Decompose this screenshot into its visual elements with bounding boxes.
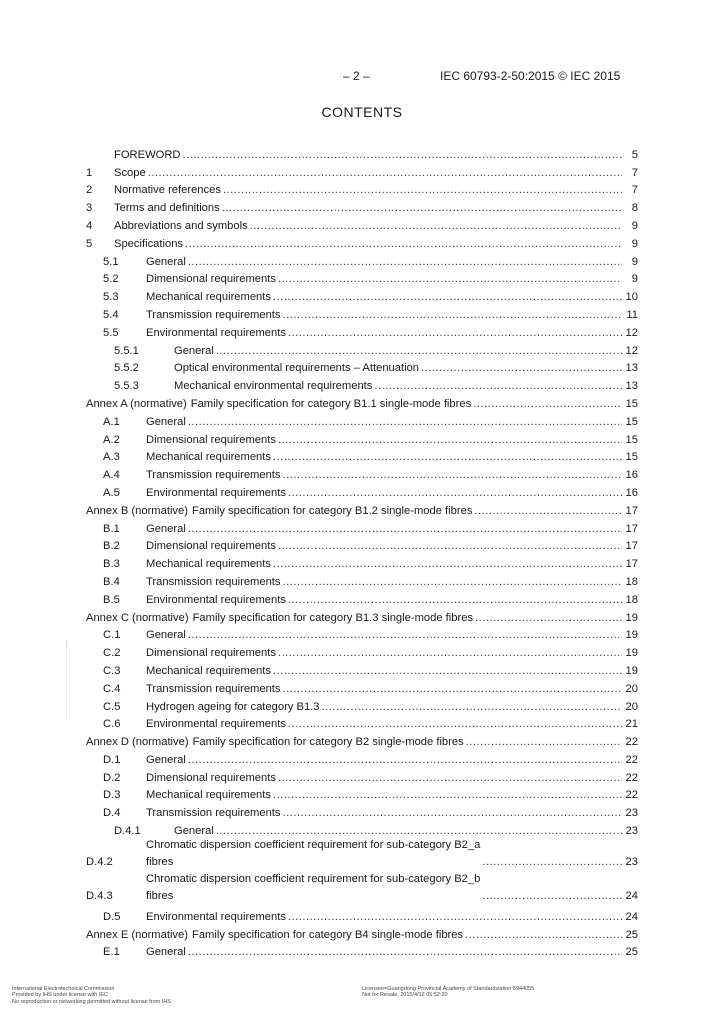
dot-leader xyxy=(273,789,622,802)
toc-entry-page: 24 xyxy=(625,910,638,923)
footer-line: Not for Resale, 2015/4/12 05:52:20 xyxy=(362,992,448,999)
toc-entry-title: Dimensional requirements xyxy=(146,433,276,446)
toc-entry[interactable] xyxy=(86,553,638,571)
dot-leader xyxy=(148,167,622,180)
toc-entry[interactable] xyxy=(86,589,638,607)
toc-entry-title: Environmental requirements xyxy=(146,486,286,499)
toc-entry-page: 10 xyxy=(625,291,638,304)
toc-entry-number: 5.5.3 xyxy=(114,380,139,393)
toc-entry-page: 20 xyxy=(625,700,638,713)
toc-entry-title: General xyxy=(146,753,186,766)
toc-entry[interactable] xyxy=(86,872,638,906)
toc-entry[interactable] xyxy=(86,500,638,518)
toc-entry-number: A.2 xyxy=(103,433,120,446)
toc-entry[interactable] xyxy=(86,820,638,838)
toc-entry-title: Dimensional requirements xyxy=(146,771,276,784)
toc-entry-title: Transmission requirements xyxy=(146,469,281,482)
toc-entry-number: E.1 xyxy=(103,946,120,959)
toc-entry-number: C.5 xyxy=(103,700,121,713)
toc-entry-number: 5.4 xyxy=(103,308,119,321)
toc-entry-number: D.4.3 xyxy=(86,890,113,903)
toc-entry-page: 13 xyxy=(625,380,638,393)
toc-entry-title: General xyxy=(146,415,186,428)
dot-leader xyxy=(188,416,622,429)
toc-entry-title-continued: fibres xyxy=(146,856,174,869)
toc-entry[interactable] xyxy=(86,340,638,358)
toc-entry-number: D.4 xyxy=(103,807,121,820)
toc-entry[interactable] xyxy=(86,162,638,180)
dot-leader xyxy=(222,202,622,215)
standard-identifier: IEC 60793-2-50:2015 © IEC 2015 xyxy=(440,69,621,83)
toc-entry-page: 22 xyxy=(625,771,638,784)
toc-entry-page: 13 xyxy=(625,362,638,375)
toc-entry-title: Mechanical environmental requirements xyxy=(174,380,373,393)
toc-entry-title: Environmental requirements xyxy=(146,718,286,731)
toc-entry-number: 4 xyxy=(86,219,93,232)
toc-entry-page: 15 xyxy=(625,415,638,428)
toc-entry-page: 22 xyxy=(625,753,638,766)
toc-entry-number: B.4 xyxy=(103,575,120,588)
toc-entry[interactable] xyxy=(86,393,638,411)
toc-entry[interactable] xyxy=(86,197,638,215)
margin-mark xyxy=(66,640,71,720)
toc-entry-page: 7 xyxy=(631,166,638,179)
toc-entry-title: Normative references xyxy=(114,184,221,197)
toc-entry[interactable] xyxy=(86,447,638,465)
toc-entry-page: 17 xyxy=(625,522,638,535)
toc-entry-number: D.3 xyxy=(103,789,121,802)
toc-entry-page: 9 xyxy=(631,219,638,232)
toc-entry[interactable] xyxy=(86,678,638,696)
dot-leader xyxy=(188,629,622,642)
toc-entry-number: D.5 xyxy=(103,910,121,923)
dot-leader xyxy=(288,594,622,607)
dot-leader xyxy=(288,911,622,924)
toc-entry[interactable] xyxy=(86,571,638,589)
dot-leader xyxy=(473,398,622,411)
toc-entry-title: Environmental requirements xyxy=(146,593,286,606)
toc-entry-number: 5.5.2 xyxy=(114,362,139,375)
toc-entry-title: Chromatic dispersion coefficient requirement for sub-category B2_a xyxy=(146,839,481,852)
toc-entry[interactable] xyxy=(86,233,638,251)
toc-entry-number: 5.5 xyxy=(103,326,119,339)
footer-line: Licensee=Guangdong Provincial Academy of Standardization 5944055 xyxy=(362,986,535,992)
toc-entry[interactable] xyxy=(86,942,638,960)
toc-entry-page: 19 xyxy=(625,647,638,660)
toc-entry-title: Dimensional requirements xyxy=(146,273,276,286)
toc-entry-page: 20 xyxy=(625,682,638,695)
toc-entry-page: 18 xyxy=(625,593,638,606)
toc-entry-title: Mechanical requirements xyxy=(146,664,271,677)
toc-entry-page: 9 xyxy=(631,255,638,268)
toc-entry-title: Dimensional requirements xyxy=(146,647,276,660)
dot-leader xyxy=(216,345,622,358)
toc-entry-title: Transmission requirements xyxy=(146,682,281,695)
dot-leader xyxy=(250,220,622,233)
toc-entry[interactable] xyxy=(86,767,638,785)
dot-leader xyxy=(283,469,622,482)
dot-leader xyxy=(188,754,622,767)
dot-leader xyxy=(374,380,622,393)
toc-entry[interactable] xyxy=(86,642,638,660)
footer-line: International Electrotechnical Commission xyxy=(12,986,115,992)
dot-leader xyxy=(283,683,622,696)
toc-entry-title: Mechanical requirements xyxy=(146,789,271,802)
dot-leader xyxy=(185,238,622,251)
toc-entry-number: Annex A (normative) xyxy=(86,397,187,410)
toc-entry[interactable] xyxy=(86,660,638,678)
dot-leader xyxy=(278,647,622,660)
toc-entry-number: 2 xyxy=(86,184,93,197)
dot-leader xyxy=(466,736,622,749)
toc-entry-number: B.2 xyxy=(103,540,120,553)
toc-entry-title: Transmission requirements xyxy=(146,575,281,588)
toc-entry-number: C.4 xyxy=(103,682,121,695)
toc-entry-page: 16 xyxy=(625,469,638,482)
dot-leader xyxy=(273,665,622,678)
dot-leader xyxy=(482,890,622,903)
toc-entry-page: 22 xyxy=(625,789,638,802)
toc-entry-title: FOREWORD xyxy=(114,148,181,161)
dot-leader xyxy=(283,309,622,322)
footer-line: Provided by IHS under license with IEC xyxy=(12,992,108,999)
dot-leader xyxy=(188,256,622,269)
page-header xyxy=(0,66,724,86)
toc-entry-page: 7 xyxy=(631,184,638,197)
toc-entry-title-continued: fibres xyxy=(146,890,174,903)
toc-entry-title: Hydrogen ageing for category B1.3 xyxy=(146,700,320,713)
toc-entry[interactable] xyxy=(86,536,638,554)
toc-entry-title: General xyxy=(174,825,214,838)
toc-entry-title: General xyxy=(146,946,186,959)
toc-entry-number: Annex B (normative) xyxy=(86,504,188,517)
toc-entry-page: 15 xyxy=(625,397,638,410)
toc-entry[interactable] xyxy=(86,785,638,803)
toc-entry-number: D.2 xyxy=(103,771,121,784)
toc-entry-page: 25 xyxy=(625,928,638,941)
toc-entry-title: Mechanical requirements xyxy=(146,291,271,304)
toc-entry-title: General xyxy=(146,629,186,642)
toc-entry-number: A.3 xyxy=(103,451,120,464)
toc-entry-title: Environmental requirements xyxy=(146,910,286,923)
toc-entry-title: Mechanical requirements xyxy=(146,451,271,464)
toc-entry[interactable] xyxy=(86,802,638,820)
toc-entry-number: 5 xyxy=(86,237,93,250)
toc-entry-number: A.5 xyxy=(103,486,120,499)
footer-left xyxy=(12,986,171,1005)
toc-entry-number: C.1 xyxy=(103,629,121,642)
dot-leader xyxy=(322,701,622,714)
dot-leader xyxy=(273,558,622,571)
toc-entry-page: 19 xyxy=(625,629,638,642)
toc-entry-page: 12 xyxy=(625,326,638,339)
toc-entry-number: 5.3 xyxy=(103,291,119,304)
toc-entry[interactable] xyxy=(86,322,638,340)
toc-entry-number: Annex D (normative) xyxy=(86,736,189,749)
toc-entry-number: C.2 xyxy=(103,647,121,660)
toc-entry-page: 22 xyxy=(625,736,638,749)
toc-entry-number: 3 xyxy=(86,202,93,215)
toc-entry[interactable] xyxy=(86,304,638,322)
toc-entry[interactable] xyxy=(86,518,638,536)
toc-entry-number: 5.5.1 xyxy=(114,344,139,357)
toc-entry-page: 9 xyxy=(631,237,638,250)
toc-entry-title: Environmental requirements xyxy=(146,326,286,339)
toc-entry-page: 17 xyxy=(625,540,638,553)
dot-leader xyxy=(188,523,622,536)
dot-leader xyxy=(278,540,622,553)
toc-entry-title: Family specification for category B1.3 single-mode fibres xyxy=(192,611,474,624)
toc-entry-number: Annex E (normative) xyxy=(86,928,188,941)
toc-entry[interactable] xyxy=(86,180,638,198)
dot-leader xyxy=(465,929,622,942)
dot-leader xyxy=(283,807,622,820)
toc-entry-page: 12 xyxy=(625,344,638,357)
toc-entry-number: D.1 xyxy=(103,753,121,766)
toc-entry-title: Optical environmental requirements – Attenuation xyxy=(174,362,420,375)
toc-entry-title: Mechanical requirements xyxy=(146,558,271,571)
toc-entry-title: Abbreviations and symbols xyxy=(114,219,248,232)
toc-entry-page: 23 xyxy=(625,807,638,820)
toc-entry-title: Family specification for category B1.2 single-mode fibres xyxy=(191,504,473,517)
footer-line: No reproduction or networking permitted without license from IHS xyxy=(12,998,171,1005)
dot-leader xyxy=(183,149,623,162)
toc-entry-page: 24 xyxy=(625,890,638,903)
toc-entry-title: Family specification for category B2 single-mode fibres xyxy=(192,736,464,749)
toc-entry[interactable] xyxy=(86,144,638,162)
toc-entry[interactable] xyxy=(86,251,638,269)
dot-leader xyxy=(288,718,622,731)
toc-entry-title: Family specification for category B4 single-mode fibres xyxy=(191,928,464,941)
toc-entry-page: 17 xyxy=(625,504,638,517)
toc-entry-number: D.4.2 xyxy=(86,856,113,869)
dot-leader xyxy=(288,327,622,340)
dot-leader xyxy=(288,487,622,500)
toc-entry-title: General xyxy=(146,255,186,268)
toc-entry[interactable] xyxy=(86,838,638,872)
page-number: – 2 – xyxy=(343,69,370,83)
toc-entry[interactable] xyxy=(86,215,638,233)
toc-entry[interactable] xyxy=(86,375,638,393)
toc-entry[interactable] xyxy=(86,358,638,376)
toc-entry[interactable] xyxy=(86,906,638,924)
toc-entry[interactable] xyxy=(86,731,638,749)
toc-entry-number: C.6 xyxy=(103,718,121,731)
toc-entry[interactable] xyxy=(86,714,638,732)
toc-entry-page: 18 xyxy=(625,575,638,588)
toc-entry-page: 19 xyxy=(625,611,638,624)
toc-entry-number: B.3 xyxy=(103,558,120,571)
toc-entry-page: 8 xyxy=(631,202,638,215)
table-of-contents xyxy=(86,144,638,959)
dot-leader xyxy=(188,946,622,959)
toc-entry[interactable] xyxy=(86,429,638,447)
dot-leader xyxy=(278,273,622,286)
toc-entry[interactable] xyxy=(86,625,638,643)
dot-leader xyxy=(273,291,622,304)
toc-entry-number: Annex C (normative) xyxy=(86,611,189,624)
toc-entry-number: 5.2 xyxy=(103,273,119,286)
dot-leader xyxy=(223,184,622,197)
toc-entry-number: 1 xyxy=(86,166,93,179)
toc-entry[interactable] xyxy=(86,464,638,482)
toc-entry-number: A.4 xyxy=(103,469,120,482)
dot-leader xyxy=(283,576,622,589)
toc-entry[interactable] xyxy=(86,749,638,767)
footer-right xyxy=(362,986,534,999)
dot-leader xyxy=(421,362,622,375)
toc-entry-page: 23 xyxy=(625,825,638,838)
toc-entry-title: Scope xyxy=(114,166,146,179)
dot-leader xyxy=(482,856,622,869)
toc-entry-number: 5.1 xyxy=(103,255,119,268)
toc-entry-page: 9 xyxy=(631,273,638,286)
dot-leader xyxy=(278,434,622,447)
dot-leader xyxy=(474,505,622,518)
toc-entry-number: C.3 xyxy=(103,664,121,677)
toc-entry-title: Terms and definitions xyxy=(114,202,220,215)
toc-entry-page: 17 xyxy=(625,558,638,571)
toc-entry-number: A.1 xyxy=(103,415,120,428)
toc-entry[interactable] xyxy=(86,286,638,304)
toc-entry[interactable] xyxy=(86,269,638,287)
toc-entry[interactable] xyxy=(86,607,638,625)
toc-entry[interactable] xyxy=(86,411,638,429)
toc-entry-title: General xyxy=(146,522,186,535)
toc-entry-page: 5 xyxy=(631,148,638,161)
toc-entry-page: 21 xyxy=(625,718,638,731)
toc-entry-title: General xyxy=(174,344,214,357)
toc-entry-number: D.4.1 xyxy=(114,825,141,838)
toc-entry-title: Chromatic dispersion coefficient requirement for sub-category B2_b xyxy=(146,873,481,886)
dot-leader xyxy=(278,772,622,785)
toc-entry[interactable] xyxy=(86,482,638,500)
toc-entry-page: 16 xyxy=(625,486,638,499)
page-title: CONTENTS xyxy=(321,104,403,120)
toc-entry-title: Family specification for category B1.1 single-mode fibres xyxy=(190,397,472,410)
toc-entry-page: 25 xyxy=(625,946,638,959)
toc-entry-page: 15 xyxy=(625,451,638,464)
toc-entry-title: Dimensional requirements xyxy=(146,540,276,553)
toc-entry[interactable] xyxy=(86,924,638,942)
toc-entry-number: B.1 xyxy=(103,522,120,535)
toc-entry-title: Transmission requirements xyxy=(146,308,281,321)
dot-leader xyxy=(216,825,622,838)
dot-leader xyxy=(475,612,622,625)
toc-entry-page: 23 xyxy=(625,856,638,869)
toc-entry[interactable] xyxy=(86,696,638,714)
toc-entry-page: 15 xyxy=(625,433,638,446)
toc-entry-title: Transmission requirements xyxy=(146,807,281,820)
toc-entry-page: 11 xyxy=(626,308,638,321)
toc-entry-title: Specifications xyxy=(114,237,184,250)
toc-entry-page: 19 xyxy=(625,664,638,677)
dot-leader xyxy=(273,451,622,464)
toc-entry-number: B.5 xyxy=(103,593,120,606)
